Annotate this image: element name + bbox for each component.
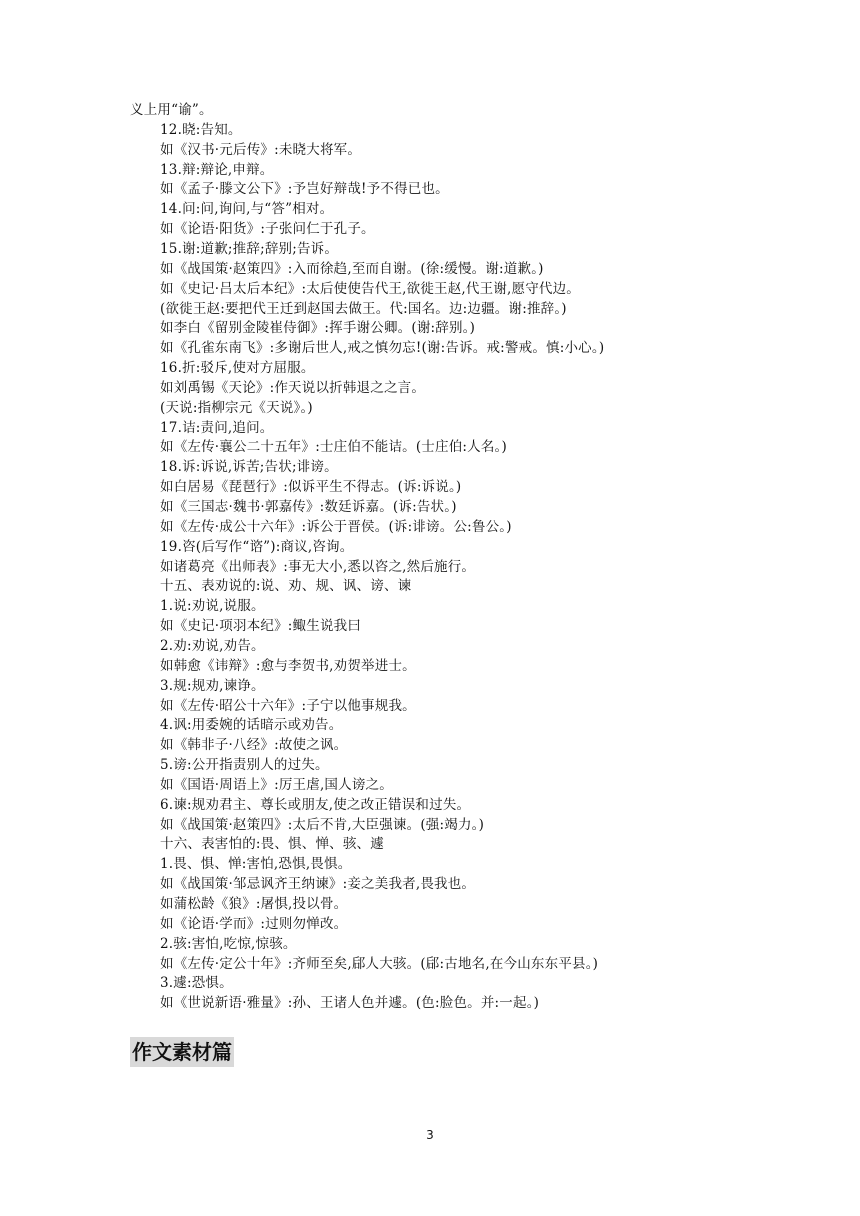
- text-line: 2.劝:劝说,劝告。: [160, 637, 265, 654]
- text-line: 如《孔雀东南飞》:多谢后世人,戒之慎勿忘!(谢:告诉。戒:警戒。慎:小心。): [160, 340, 605, 357]
- text-line: 如《国语·周语上》:厉王虐,国人谤之。: [160, 776, 393, 793]
- text-line: 1.说:劝说,说服。: [160, 598, 265, 615]
- text-line: 如《左传·成公十六年》:诉公于晋侯。(诉:诽谤。公:鲁公。): [160, 518, 512, 535]
- text-line: (欲徙王赵:要把代王迁到赵国去做王。代:国名。边:边疆。谢:推辞。): [160, 300, 567, 317]
- text-line: 如刘禹锡《天论》:作天说以折韩退之之言。: [160, 379, 426, 396]
- text-line: 如《韩非子·八经》:故使之讽。: [160, 737, 348, 754]
- text-line: 如《战国策·邹忌讽齐王纳谏》:妾之美我者,畏我也。: [160, 876, 476, 893]
- text-line: 如《左传·定公十年》:齐师至矣,郈人大骇。(郈:古地名,在今山东东平县。): [160, 955, 599, 972]
- text-line: 如蒲松龄《狼》:屠惧,投以骨。: [160, 896, 348, 912]
- text-line: 如韩愈《讳辩》:愈与李贺书,劝贺举进士。: [160, 657, 416, 674]
- text-line: 如《汉书·元后传》:未晓大将军。: [160, 141, 362, 158]
- text-line: 19.咨(后写作“谘”):商议,咨询。: [160, 538, 354, 555]
- text-line: 义上用“谕”。: [130, 102, 213, 118]
- text-line: 如《战国策·赵策四》:太后不肯,大臣强谏。(强:竭力。): [160, 816, 485, 833]
- text-line: 3.遽:恐惧。: [160, 975, 233, 992]
- text-line: 6.谏:规劝君主、尊长或朋友,使之改正错误和过失。: [160, 796, 471, 813]
- text-line: 如《三国志·魏书·郭嘉传》:数廷诉嘉。(诉:告状。): [160, 499, 457, 515]
- text-line: 14.问:问,询问,与“答”相对。: [160, 201, 334, 218]
- text-line: 十五、表劝说的:说、劝、规、讽、谤、谏: [160, 578, 412, 595]
- text-line: 如《左传·昭公十六年》:子宁以他事规我。: [160, 697, 416, 714]
- text-line: 如《论语·学而》:过则勿惮改。: [160, 915, 348, 932]
- text-line: 如《史记·吕太后本纪》:太后使使告代王,欲徙王赵,代王谢,愿守代边。: [160, 280, 581, 297]
- text-line: 如《世说新语·雅量》:孙、王诸人色并遽。(色:脸色。并:一起。): [160, 995, 540, 1012]
- text-line: 1.畏、惧、惮:害怕,恐惧,畏惧。: [160, 856, 352, 873]
- text-line: 如《论语·阳货》:子张问仁于孔子。: [160, 221, 375, 238]
- text-line: 如诸葛亮《出师表》:事无大小,悉以咨之,然后施行。: [160, 558, 476, 575]
- text-line: 2.骇:害怕,吃惊,惊骇。: [160, 935, 297, 952]
- text-line: 15.谢:道歉;推辞;辞别;告诉。: [160, 240, 339, 257]
- text-line: 如李白《留别金陵崔侍御》:挥手谢公卿。(谢:辞别。): [160, 320, 476, 337]
- text-line: 如《史记·项羽本纪》:鲰生说我曰: [160, 618, 362, 635]
- text-line: 十六、表害怕的:畏、惧、惮、骇、遽: [160, 836, 384, 853]
- text-line: 如《左传·襄公二十五年》:士庄伯不能诘。(士庄伯:人名。): [160, 439, 507, 456]
- text-line: 16.折:驳斥,使对方屈服。: [160, 360, 315, 377]
- text-line: 17.诘:责问,追问。: [160, 419, 274, 436]
- text-line: 4.讽:用委婉的话暗示或劝告。: [160, 717, 343, 734]
- text-line: 13.辩:辩论,申辩。: [160, 161, 274, 178]
- text-line: 如《战国策·赵策四》:入而徐趋,至而自谢。(徐:缓慢。谢:道歉。): [160, 260, 544, 277]
- text-line: 3.规:规劝,谏诤。: [160, 677, 265, 694]
- text-line: (天说:指柳宗元《天说》。): [160, 399, 313, 416]
- section-heading: 作文素材篇: [130, 1037, 234, 1067]
- text-line: 如白居易《琵琶行》:似诉平生不得志。(诉:诉说。): [160, 479, 462, 496]
- page-number: 3: [426, 1128, 434, 1142]
- text-line: 12.晓:告知。: [160, 121, 242, 138]
- text-line: 18.诉:诉说,诉苦;告状;诽谤。: [160, 459, 338, 476]
- text-line: 5.谤:公开指责别人的过失。: [160, 757, 329, 774]
- text-line: 如《孟子·滕文公下》:予岂好辩哉!予不得已也。: [160, 181, 449, 198]
